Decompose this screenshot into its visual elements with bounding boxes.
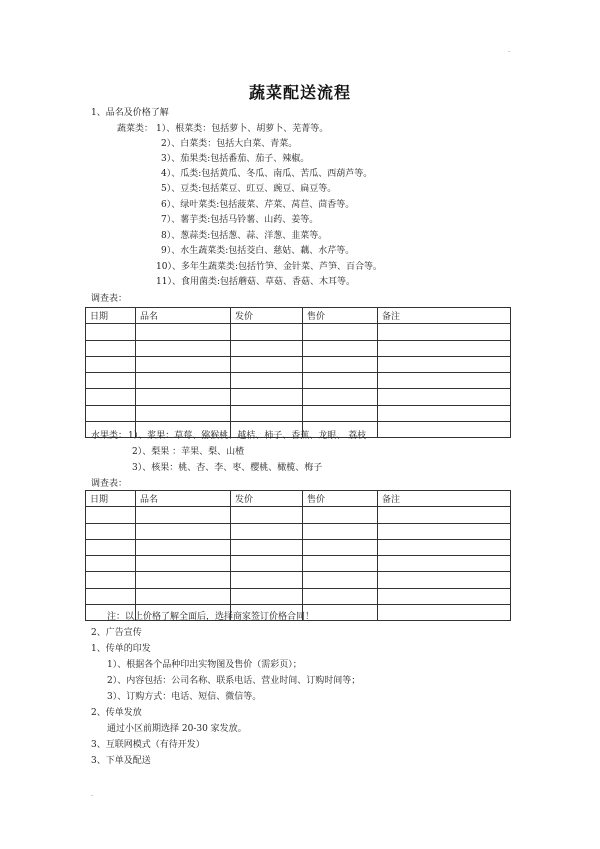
section-heading-price: 1、品名及价格了解 xyxy=(91,108,169,118)
header-retail-price: 售价 xyxy=(303,308,378,324)
section-heading-advertising: 2、广告宣传 xyxy=(91,628,142,638)
table-row xyxy=(86,356,511,372)
survey-table-fruits xyxy=(85,490,511,621)
table-row xyxy=(86,539,511,555)
vegetable-category-label: 蔬菜类： xyxy=(117,124,154,134)
header-remarks: 备注 xyxy=(378,308,511,324)
survey-label: 调查表： xyxy=(91,479,128,489)
table-row xyxy=(86,507,511,523)
vegetable-item: 6）、绿叶菜类:包括菠菜、芹菜、莴苣、茴香等。 xyxy=(161,200,355,210)
header-retail-price: 售价 xyxy=(303,491,378,507)
table-row xyxy=(86,340,511,356)
header-product: 品名 xyxy=(136,491,231,507)
table-row xyxy=(86,523,511,539)
header-date: 日期 xyxy=(86,491,136,507)
table-row xyxy=(86,373,511,389)
header-wholesale-price: 发价 xyxy=(231,491,303,507)
fruit-item: 1）、浆果：草莓、猕猴桃、越桔、柿子、香蕉、龙眼、 荔枝 xyxy=(128,431,367,441)
table-row xyxy=(86,389,511,405)
distribution-text: 通过小区前期选择 20-30 家发放。 xyxy=(107,724,247,734)
vegetable-item: 8）、葱蒜类:包括葱、蒜、洋葱、韭菜等。 xyxy=(161,231,328,241)
section-heading-flyer-printing: 1、传单的印发 xyxy=(91,644,151,654)
table-row xyxy=(86,556,511,572)
header-wholesale-price: 发价 xyxy=(231,308,303,324)
table-header-row xyxy=(86,491,511,507)
vegetable-item: 10）、多年生蔬菜类:包括竹笋、金针菜、芦笋、百合等。 xyxy=(156,262,382,272)
flyer-item: 1）、根据各个品种印出实物图及售价（需彩页）； xyxy=(107,660,302,670)
vegetable-item: 4）、瓜类:包括黄瓜、冬瓜、南瓜、苦瓜、西葫芦等。 xyxy=(161,169,373,179)
table-row xyxy=(86,588,511,604)
section-heading-internet: 3、互联网模式（有待开发） xyxy=(91,740,205,750)
vegetable-item: 3）、茄果类:包括番茄、茄子、辣椒。 xyxy=(161,154,310,164)
vegetable-item: 7）、薯芋类:包括马铃薯、山药、姜等。 xyxy=(161,215,319,225)
fruit-category-label: 水果类： xyxy=(91,431,128,441)
survey-label: 调查表： xyxy=(91,294,128,304)
header-remarks: 备注 xyxy=(378,491,511,507)
survey-table-vegetables xyxy=(85,307,511,438)
flyer-item: 2）、内容包括：公司名称、联系电话、营业时间、订购时间等； xyxy=(107,676,361,686)
document-title: 蔬菜配送流程 xyxy=(248,83,351,102)
corner-mark-bottom: . xyxy=(91,790,94,798)
section-heading-ordering: 3、下单及配送 xyxy=(91,756,151,766)
header-date: 日期 xyxy=(86,308,136,324)
vegetable-item: 11）、食用菌类:包括蘑菇、草菇、香菇、木耳等。 xyxy=(156,277,355,287)
vegetable-item: 2）、白菜类：包括大白菜、青菜。 xyxy=(161,139,298,149)
vegetable-item: 1）、根菜类：包括萝卜、胡萝卜、芜菁等。 xyxy=(156,124,329,134)
corner-mark-top: . xyxy=(508,46,511,54)
fruit-item: 2）、梨果 ：苹果、梨、山楂 xyxy=(132,447,245,457)
table-header-row xyxy=(86,308,511,324)
price-note: 注：以上价格了解全面后，选择商家签订价格合同！ xyxy=(107,612,315,622)
flyer-item: 3）、订购方式：电话、短信、微信等。 xyxy=(107,692,262,702)
table-row xyxy=(86,324,511,340)
vegetable-item: 9）、水生蔬菜类:包括茭白、慈姑、藕、水芹等。 xyxy=(161,246,355,256)
table-row xyxy=(86,572,511,588)
vegetable-item: 5）、豆类:包括菜豆、豇豆、豌豆、扁豆等。 xyxy=(161,184,337,194)
fruit-item: 3）、核果：桃、杏、李、枣、樱桃、橄榄、梅子 xyxy=(132,463,323,473)
header-product: 品名 xyxy=(136,308,231,324)
table-row xyxy=(86,405,511,421)
section-heading-flyer-distribution: 2、传单发放 xyxy=(91,708,142,718)
